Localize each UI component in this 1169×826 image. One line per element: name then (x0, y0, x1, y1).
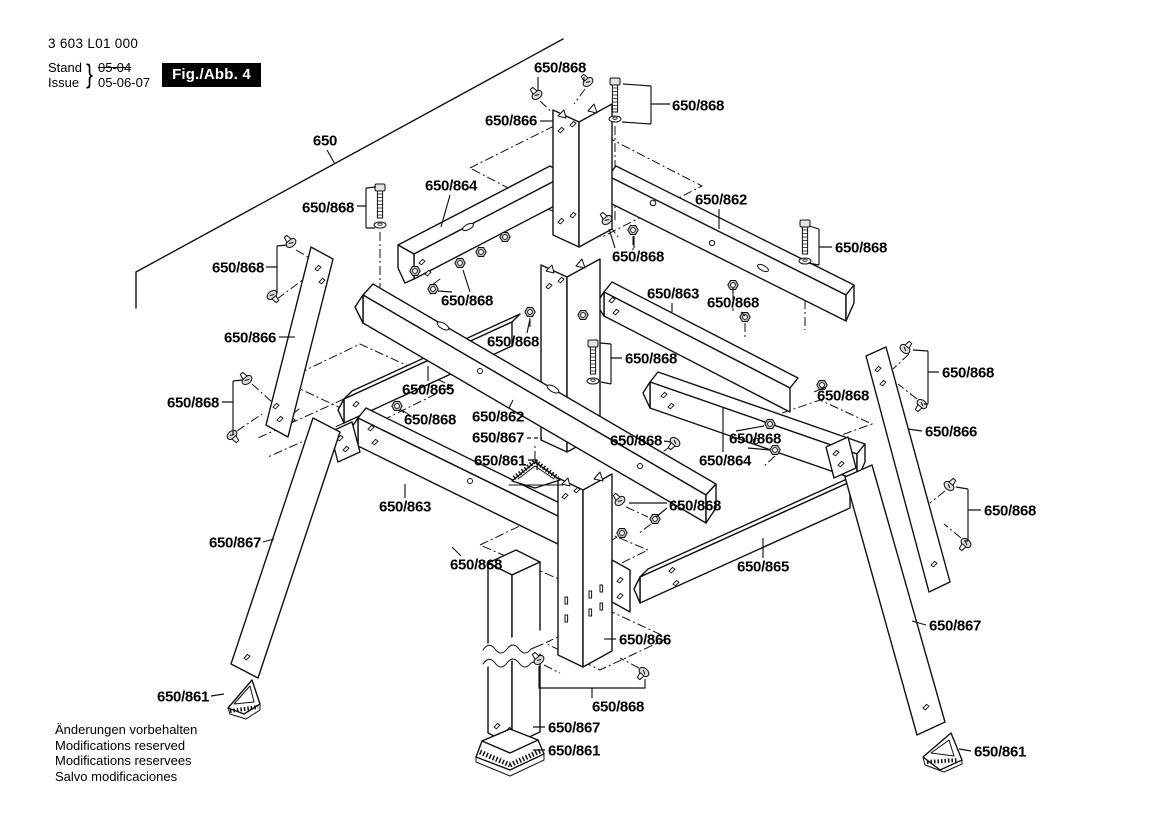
part-label: 650/862 (471, 408, 525, 426)
part-label: 650/868 (440, 292, 494, 310)
legal-notice (55, 722, 197, 784)
part-label: 650/866 (618, 631, 672, 649)
part-label: 650/867 (208, 534, 262, 552)
part-label: 650/866 (484, 112, 538, 130)
part-label: 650/864 (424, 177, 478, 195)
figure-badge: Fig./Abb. 4 (162, 63, 261, 87)
part-label: 650/861 (156, 688, 210, 706)
part-label: 650/868 (706, 294, 760, 312)
part-label: 650/861 (973, 743, 1027, 761)
part-label: 650/868 (941, 364, 995, 382)
part-label: 650/866 (924, 423, 978, 441)
legal-line-fr: Modifications reservees (55, 753, 192, 768)
part-label: 650/868 (211, 259, 265, 277)
part-label: 650/868 (624, 350, 678, 368)
legal-line-es: Salvo modificaciones (55, 768, 178, 784)
part-label: 650/868 (834, 239, 888, 257)
part-label: 650/868 (728, 430, 782, 448)
issue-value: 05-06-07 (98, 74, 151, 90)
issue-label: Issue (48, 74, 80, 90)
part-label: 650/868 (533, 59, 587, 77)
part-label: 650/868 (166, 394, 220, 412)
part-label: 650/866 (223, 329, 277, 347)
part-label: 650/865 (401, 381, 455, 399)
part-label: 650/867 (928, 617, 982, 635)
part-label: 650/865 (736, 558, 790, 576)
revision-row (48, 59, 261, 90)
part-label: 650/868 (611, 248, 665, 266)
part-label: 650 (312, 132, 338, 150)
part-label: 650/863 (646, 285, 700, 303)
stand-label: Stand (48, 59, 82, 75)
part-label: 650/863 (378, 498, 432, 516)
part-label: 650/868 (609, 432, 663, 450)
revision-values (98, 60, 150, 90)
part-label: 650/864 (698, 452, 752, 470)
legal-line-en: Modifications reserved (55, 737, 186, 753)
revision-labels (48, 60, 82, 90)
part-label: 650/868 (449, 556, 503, 574)
part-label: 650/862 (694, 191, 748, 209)
brace-glyph: } (86, 59, 93, 89)
part-label: 650/868 (983, 502, 1037, 520)
part-label: 650/867 (547, 719, 601, 737)
stand-value: 05-04 (98, 59, 132, 75)
part-label: 650/868 (486, 333, 540, 351)
part-number: 3 603 L01 000 (48, 36, 139, 51)
part-label: 650/868 (668, 497, 722, 515)
part-label: 650/868 (816, 387, 870, 405)
part-label: 650/861 (547, 742, 601, 760)
title-block (48, 36, 261, 90)
part-label: 650/868 (671, 97, 725, 115)
part-label: 650/868 (591, 698, 645, 716)
part-label: 650/867 (471, 429, 525, 447)
legal-line-de: Änderungen vorbehalten (55, 722, 198, 737)
part-label: 650/868 (301, 199, 355, 217)
part-label: 650/868 (403, 411, 457, 429)
part-label: 650/861 (473, 452, 527, 470)
